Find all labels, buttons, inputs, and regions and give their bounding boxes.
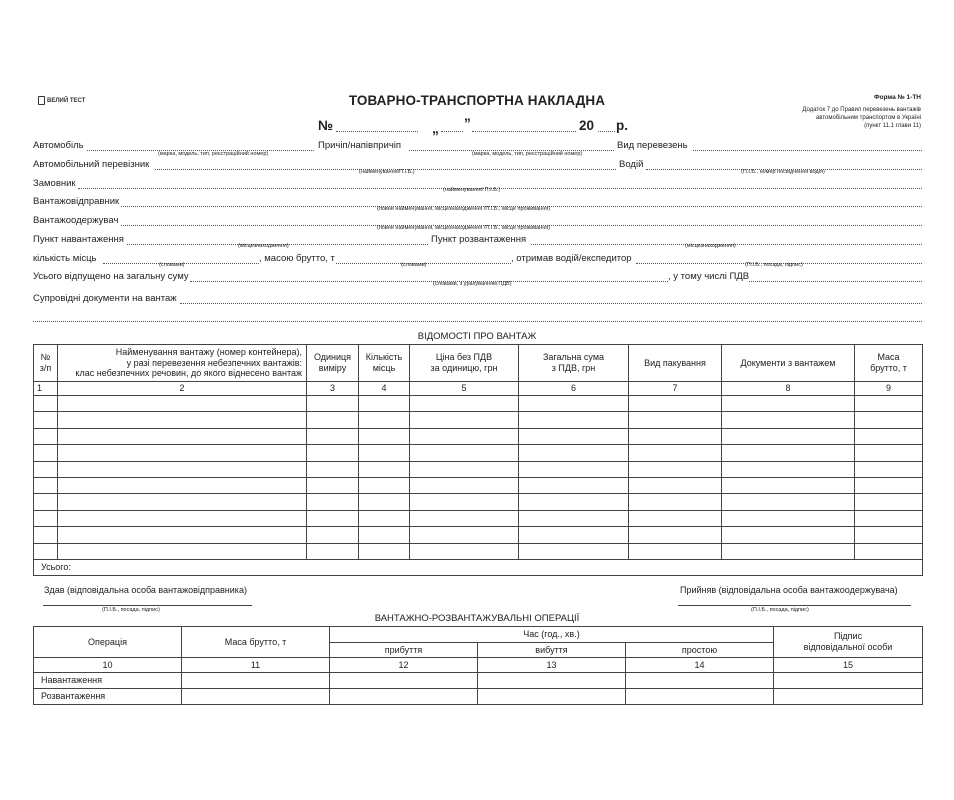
cargo-cell[interactable] (58, 396, 307, 412)
hint-vodiy: (П.І.Б., номер посвідчення водія) (741, 169, 825, 175)
hint-usoho: (словами, з урахуванням ПДВ) (433, 281, 512, 287)
cargo-cell[interactable] (519, 396, 629, 412)
cargo-total-row (34, 559, 923, 575)
cargo-cell[interactable] (359, 445, 410, 461)
col-number: 14 (626, 658, 774, 673)
ops-column-numbers (34, 658, 923, 673)
cargo-cell[interactable] (722, 396, 855, 412)
year-field[interactable] (598, 131, 615, 132)
hint-kilkist: (словами) (159, 262, 185, 268)
cargo-cell[interactable] (629, 412, 722, 428)
ops-cell[interactable] (478, 689, 626, 705)
col-number: 2 (58, 382, 307, 396)
cargo-cell[interactable] (34, 412, 58, 428)
cargo-cell[interactable] (855, 396, 923, 412)
hint-punkt-rozv: (місцезнаходження) (685, 243, 736, 249)
label-perevoznyk: Автомобільний перевізник (33, 159, 150, 170)
cargo-cell[interactable] (307, 510, 359, 526)
cargo-cell[interactable] (58, 527, 307, 543)
cargo-cell[interactable] (722, 428, 855, 444)
cargo-cell[interactable] (722, 494, 855, 510)
cargo-cell[interactable] (629, 445, 722, 461)
cargo-cell[interactable] (359, 494, 410, 510)
operations-section-title: ВАНТАЖНО-РОЗВАНТАЖУВАЛЬНІ ОПЕРАЦІЇ (374, 613, 580, 624)
cargo-cell[interactable] (58, 461, 307, 477)
zdav-hint: (П.І.Б., посада, підпис) (102, 607, 160, 613)
cargo-cell[interactable] (629, 396, 722, 412)
ops-cell[interactable] (774, 689, 923, 705)
hint-zamovnyk: (найменування/ П.І.Б.) (443, 187, 501, 193)
cargo-cell[interactable] (629, 543, 722, 559)
vyd-perevezen-field[interactable] (693, 150, 922, 151)
ops-header-vybuttya: вибуття (478, 643, 626, 658)
col-header-name: Найменування вантажу (номер контейнера), у разі перевезення небезпечних вантажів: клас небезпечних речовин, до якого віднесено вантаж (58, 345, 307, 382)
cargo-cell[interactable] (58, 543, 307, 559)
col-number: 9 (855, 382, 923, 396)
total-label: Усього: (34, 559, 923, 575)
label-punkt-nav: Пункт навантаження (33, 234, 124, 245)
col-number: 5 (410, 382, 519, 396)
col-number: 12 (330, 658, 478, 673)
col-number: 8 (722, 382, 855, 396)
cargo-cell[interactable] (34, 543, 58, 559)
cargo-table (33, 344, 923, 576)
label-otrymav: , отримав водій/експедитор (511, 253, 632, 264)
month-field[interactable] (472, 131, 576, 132)
label-pdv: , у тому числі ПДВ (668, 271, 750, 282)
cargo-cell[interactable] (307, 445, 359, 461)
day-field[interactable] (441, 131, 463, 132)
col-number: 13 (478, 658, 626, 673)
ops-cell[interactable] (330, 689, 478, 705)
appendix-line-2: автомобільним транспортом в Україні (815, 115, 921, 121)
cargo-cell[interactable] (307, 527, 359, 543)
quote-close: ” (464, 116, 471, 131)
cargo-cell[interactable] (307, 461, 359, 477)
cargo-empty-row (34, 461, 923, 477)
ops-header-masa: Маса брутто, т (182, 627, 330, 658)
cargo-cell[interactable] (519, 543, 629, 559)
ops-cell[interactable] (478, 673, 626, 689)
label-usoho: Усього відпущено на загальну суму (33, 271, 189, 282)
ops-row-navantazhennya (34, 673, 923, 689)
cargo-cell[interactable] (58, 494, 307, 510)
usoho-field[interactable] (190, 281, 668, 282)
appendix-line-1: Додаток 7 до Правил перевезень вантажів (802, 107, 921, 113)
operations-table (33, 626, 923, 705)
cargo-cell[interactable] (58, 445, 307, 461)
cargo-cell[interactable] (410, 477, 519, 493)
col-header-no: № з/п (34, 345, 58, 382)
cargo-cell[interactable] (629, 428, 722, 444)
label-kilkist: кількість місць (33, 253, 97, 264)
col-header-docs: Документи з вантажем (722, 345, 855, 382)
pryinyav-label: Прийняв (відповідальна особа вантажоодержувача) (680, 585, 898, 595)
label-masoyu: , масою брутто, т (259, 253, 335, 264)
col-number: 1 (34, 382, 58, 396)
document-title: ТОВАРНО-ТРАНСПОРТНА НАКЛАДНА (348, 93, 606, 108)
col-header-sum: Загальна сума з ПДВ, грн (519, 345, 629, 382)
cargo-cell[interactable] (855, 412, 923, 428)
cargo-cell[interactable] (359, 527, 410, 543)
ops-cell[interactable] (182, 689, 330, 705)
cargo-empty-row (34, 412, 923, 428)
cargo-cell[interactable] (722, 527, 855, 543)
cargo-cell[interactable] (519, 494, 629, 510)
cargo-cell[interactable] (722, 477, 855, 493)
cargo-empty-row (34, 494, 923, 510)
appendix-line-3: (пункт 11.1 глави 11) (864, 123, 921, 129)
ops-header-operatsiya: Операція (34, 627, 182, 658)
col-number: 10 (34, 658, 182, 673)
cargo-cell[interactable] (410, 396, 519, 412)
ops-row-label: Розвантаження (34, 689, 182, 705)
hint-prychip: (марка, модель, тип, реєстраційний номер) (472, 151, 583, 157)
cargo-cell[interactable] (410, 510, 519, 526)
ops-cell[interactable] (774, 673, 923, 689)
col-header-mass: Маса брутто, т (855, 345, 923, 382)
label-vidpravnyk: Вантажовідправник (33, 196, 120, 207)
cargo-empty-row (34, 527, 923, 543)
cargo-cell[interactable] (519, 510, 629, 526)
ops-cell[interactable] (626, 673, 774, 689)
cargo-cell[interactable] (410, 461, 519, 477)
cargo-cell[interactable] (359, 510, 410, 526)
quote-open: „ (432, 121, 439, 136)
cargo-cell[interactable] (629, 510, 722, 526)
label-vyd-perevezen: Вид перевезень (617, 140, 688, 151)
number-sign: № (318, 118, 334, 133)
cargo-cell[interactable] (410, 445, 519, 461)
cargo-section-title: ВІДОМОСТІ ПРО ВАНТАЖ (417, 331, 537, 342)
label-zamovnyk: Замовник (33, 178, 76, 189)
cargo-cell[interactable] (722, 461, 855, 477)
cargo-cell[interactable] (519, 527, 629, 543)
cargo-cell[interactable] (58, 428, 307, 444)
ops-cell[interactable] (330, 673, 478, 689)
col-number: 7 (629, 382, 722, 396)
year-suffix: р. (616, 118, 628, 133)
cargo-cell[interactable] (34, 428, 58, 444)
cargo-cell[interactable] (519, 412, 629, 428)
ops-cell[interactable] (182, 673, 330, 689)
col-header-unit: Одиниця виміру (307, 345, 359, 382)
form-number: Форма № 1-ТН (873, 94, 921, 101)
cargo-cell[interactable] (629, 477, 722, 493)
ops-row-rozvantazhennya (34, 689, 923, 705)
col-header-price: Ціна без ПДВ за одиницю, грн (410, 345, 519, 382)
cargo-cell[interactable] (722, 445, 855, 461)
label-suprovidni: Супровідні документи на вантаж (33, 293, 177, 304)
cargo-empty-row (34, 543, 923, 559)
col-number: 15 (774, 658, 923, 673)
cargo-cell[interactable] (307, 543, 359, 559)
cargo-cell[interactable] (359, 543, 410, 559)
pryinyav-signature-line[interactable] (678, 605, 911, 606)
cargo-cell[interactable] (629, 494, 722, 510)
appendix-note (771, 106, 921, 130)
hint-vidpravnyk: (повне найменування, місцезнаходження /П.І.Б., місце проживання) (377, 206, 551, 212)
cargo-cell[interactable] (410, 527, 519, 543)
cargo-cell[interactable] (307, 396, 359, 412)
cargo-cell[interactable] (34, 461, 58, 477)
zdav-signature-line[interactable] (43, 605, 252, 606)
cargo-cell[interactable] (359, 412, 410, 428)
hint-perevoznyk: (найменування/П.І.Б.) (359, 169, 415, 175)
cargo-empty-row (34, 445, 923, 461)
cargo-cell[interactable] (307, 477, 359, 493)
cargo-cell[interactable] (410, 494, 519, 510)
cargo-cell[interactable] (519, 461, 629, 477)
cargo-cell[interactable] (58, 510, 307, 526)
cargo-rows (34, 396, 923, 560)
col-number: 4 (359, 382, 410, 396)
cargo-cell[interactable] (855, 543, 923, 559)
ops-header-chas: Час (год., хв.) (330, 627, 774, 643)
cargo-cell[interactable] (359, 477, 410, 493)
label-punkt-rozv: Пункт розвантаження (431, 234, 527, 245)
cargo-empty-row (34, 396, 923, 412)
cargo-cell[interactable] (359, 461, 410, 477)
cargo-cell[interactable] (519, 428, 629, 444)
cargo-cell[interactable] (629, 461, 722, 477)
cargo-cell[interactable] (58, 477, 307, 493)
pdv-field[interactable] (749, 281, 922, 282)
hint-punkt-nav: (місцезнаходження) (238, 243, 289, 249)
cargo-cell[interactable] (855, 461, 923, 477)
cargo-cell[interactable] (410, 428, 519, 444)
cargo-cell[interactable] (855, 527, 923, 543)
ops-header-pidpys: Підпис відповідальної особи (774, 627, 923, 658)
cargo-cell[interactable] (722, 412, 855, 428)
cargo-cell[interactable] (722, 543, 855, 559)
zdav-label: Здав (відповідальна особа вантажовідправника) (44, 585, 247, 595)
cargo-cell[interactable] (855, 510, 923, 526)
cargo-cell[interactable] (855, 494, 923, 510)
label-vodiy: Водій (619, 159, 644, 170)
cargo-cell[interactable] (307, 428, 359, 444)
cargo-cell[interactable] (519, 445, 629, 461)
cargo-cell[interactable] (629, 527, 722, 543)
suprovidni-field-2[interactable] (33, 321, 922, 322)
cargo-cell[interactable] (307, 494, 359, 510)
col-header-places: Кількість місць (359, 345, 410, 382)
cargo-cell[interactable] (307, 412, 359, 428)
suprovidni-field[interactable] (180, 303, 922, 304)
cargo-cell[interactable] (855, 477, 923, 493)
col-number: 3 (307, 382, 359, 396)
cargo-empty-row (34, 510, 923, 526)
ops-row-label: Навантаження (34, 673, 182, 689)
cargo-cell[interactable] (34, 510, 58, 526)
cargo-cell[interactable] (34, 527, 58, 543)
cargo-cell[interactable] (722, 510, 855, 526)
col-header-packing: Вид пакування (629, 345, 722, 382)
hint-otrymav: (П.І.Б., посада, підпис) (745, 262, 803, 268)
col-number: 6 (519, 382, 629, 396)
hint-avtomobil: (марка, модель, тип, реєстраційний номер) (158, 151, 269, 157)
cargo-cell[interactable] (855, 445, 923, 461)
cargo-cell[interactable] (519, 477, 629, 493)
number-field[interactable] (336, 131, 418, 132)
cargo-column-numbers (34, 382, 923, 396)
cargo-cell[interactable] (58, 412, 307, 428)
hint-masoyu: (словами) (401, 262, 427, 268)
cargo-cell[interactable] (34, 477, 58, 493)
cargo-empty-row (34, 428, 923, 444)
cargo-empty-row (34, 477, 923, 493)
cargo-cell[interactable] (34, 445, 58, 461)
ops-header-prostoyu: простою (626, 643, 774, 658)
label-avtomobil: Автомобіль (33, 140, 84, 151)
cargo-cell[interactable] (34, 396, 58, 412)
pryinyav-hint: (П.І.Б., посада, підпис) (751, 607, 809, 613)
cargo-cell[interactable] (359, 428, 410, 444)
label-oderzhuvach: Вантажоодержувач (33, 215, 119, 226)
cargo-cell[interactable] (34, 494, 58, 510)
label-prychip: Причіп/напівпричіп (318, 140, 402, 151)
ops-cell[interactable] (626, 689, 774, 705)
cargo-header-row (34, 345, 923, 382)
year-prefix: 20 (579, 118, 595, 133)
col-number: 11 (182, 658, 330, 673)
ops-header-row-1 (34, 627, 923, 643)
logo-text: ВЕЛИЙ ТЕСТ (47, 97, 86, 104)
cargo-cell[interactable] (359, 396, 410, 412)
hint-oderzhuvach: (повне найменування, місцезнаходження /П.І.Б., місце проживання) (377, 225, 551, 231)
cargo-cell[interactable] (855, 428, 923, 444)
cargo-cell[interactable] (410, 543, 519, 559)
ops-header-prybuttya: прибуття (330, 643, 478, 658)
cargo-cell[interactable] (410, 412, 519, 428)
